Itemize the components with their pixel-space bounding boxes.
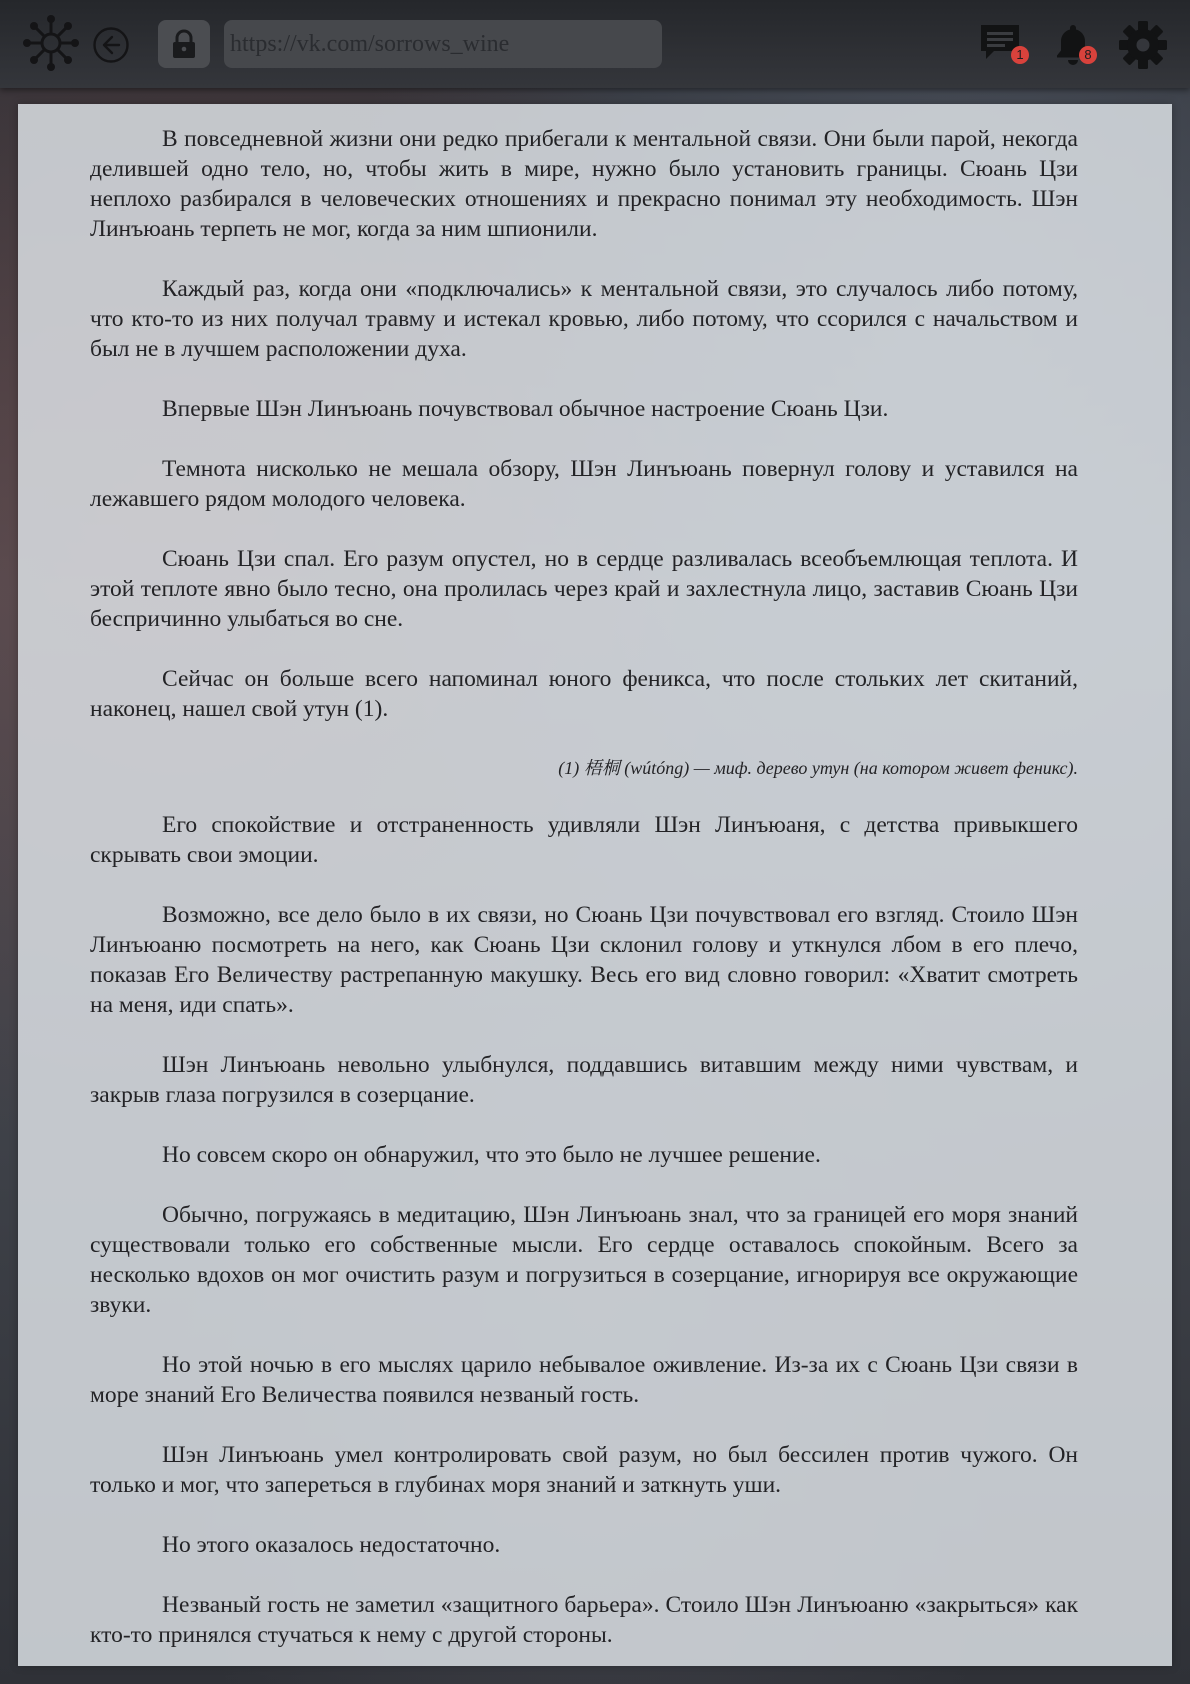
paragraph: Возможно, все дело было в их связи, но Сюань Цзи почувствовал его взгляд. Стоило Шэн Линъюаню посмотреть на него, как Сюань Цзи склонил голову и уткнулся лбом в его плечо, показав Его Величеству растрепанную макушку. Весь его вид словно говорил: «Хватит смотреть на меня, иди спать». [90,902,1078,1018]
paragraph: Но этой ночью в его мыслях царило небывалое оживление. Из-за их с Сюань Цзи связи в море знаний Его Величества появился незваный гость. [90,1352,1078,1408]
paragraph: Темнота нисколько не мешала обзору, Шэн Линъюань повернул голову и уставился на лежавшего рядом молодого человека. [90,456,1078,512]
paragraph: Обычно, погружаясь в медитацию, Шэн Линъюань знал, что за границей его моря знаний существовали только его собственные мысли. Его сердце оставалось спокойным. Всего за несколько вдохов он мог очистить разум и погрузиться в созерцание, игнорируя все окружающие звуки. [90,1202,1078,1318]
paragraph: Сейчас он больше всего напоминал юного феникса, что после стольких лет скитаний, наконец, нашел свой утун (1). [90,666,1078,722]
gear-icon [1118,20,1168,70]
top-navigation-bar [0,0,1190,88]
lock-icon [168,28,200,60]
back-button[interactable] [92,26,130,64]
paragraph: Шэн Линъюань умел контролировать свой разум, но был бессилен против чужого. Он только и мог, что запереться в глубинах моря знаний и заткнуть уши. [90,1442,1078,1498]
lock-button[interactable] [158,20,210,68]
paragraph: Впервые Шэн Линъюань почувствовал обычное настроение Сюань Цзи. [162,396,889,422]
messages-count-badge: 1 [1011,46,1029,64]
url-input[interactable] [224,20,662,68]
messages-button[interactable] [978,22,1026,70]
paragraph: Шэн Линъюань невольно улыбнулся, поддавшись витавшим между ними чувствам, и закрыв глаза погрузился в созерцание. [90,1052,1078,1108]
paragraph: Сюань Цзи спал. Его разум опустел, но в сердце разливалась всеобъемлющая теплота. И этой теплоте явно было тесно, она пролилась через край и захлестнула лицо, заставив Сюань Цзи беспричинно улыбаться во сне. [90,546,1078,632]
settings-button[interactable] [1118,20,1168,70]
paragraph: Его спокойствие и отстраненность удивляли Шэн Линъюаня, с детства привыкшего скрывать свои эмоции. [90,812,1078,868]
notifications-button[interactable] [1053,22,1101,70]
article-panel [18,104,1172,1666]
paragraph: Каждый раз, когда они «подключались» к ментальной связи, это случалось либо потому, что кто-то из них получал травму и истекал кровью, либо потому, что ссорился с начальством и был не в лучшем расположении духа. [90,276,1078,362]
paragraph: Незваный гость не заметил «защитного барьера». Стоило Шэн Линъюаню «закрыться» как кто-то принялся стучаться к нему с другой стороны. [90,1592,1078,1648]
paragraph: Но совсем скоро он обнаружил, что это было не лучшее решение. [162,1142,821,1168]
back-arrow-icon [92,26,130,64]
network-logo-icon[interactable] [22,14,80,72]
notifications-count-badge: 8 [1079,46,1097,64]
paragraph: Но этого оказалось недостаточно. [162,1532,501,1558]
article-text [90,124,1078,1680]
paragraph: В повседневной жизни они редко прибегали к ментальной связи. Они были парой, некогда делившей одно тело, но, чтобы жить в мире, нужно было установить границы. Сюань Цзи неплохо разбирался в человеческих отношениях и прекрасно понимал эту необходимость. Шэн Линъюань терпеть не мог, когда за ним шпионили. [90,126,1078,242]
footnote: (1) 梧桐 (wútóng) — миф. дерево утун (на котором живет феникс). [558,758,1078,778]
